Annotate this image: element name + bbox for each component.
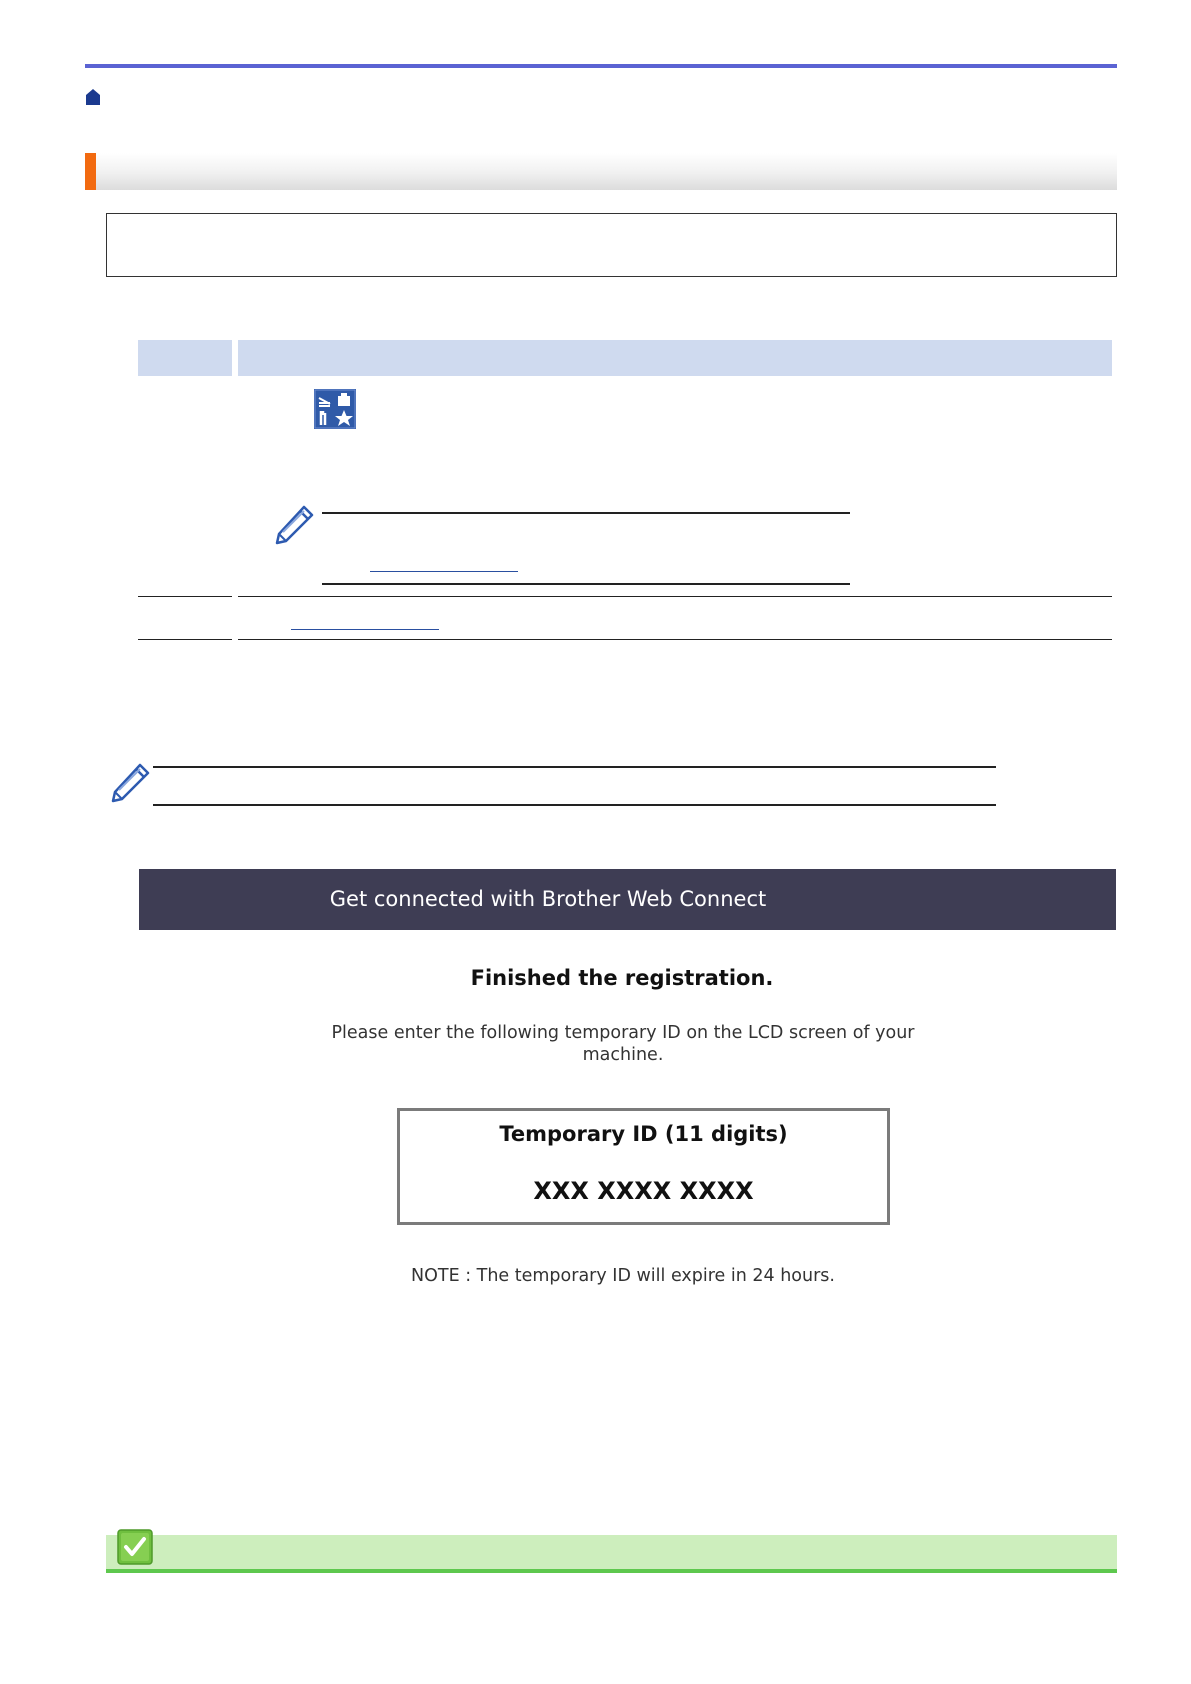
table-row-divider [238,596,1112,597]
note-top-rule [322,512,850,514]
tools-settings-icon [314,389,356,429]
temporary-id-value: XXX XXXX XXXX [533,1177,754,1205]
table-row-divider [138,596,232,597]
table-header-step [138,340,232,376]
temporary-id-expiry-note: NOTE : The temporary ID will expire in 24 hours. [411,1266,835,1286]
temporary-id-label: Temporary ID (11 digits) [499,1122,788,1146]
section-heading-accent [85,153,96,190]
note-link-underline[interactable] [370,571,518,572]
pencil-icon [110,763,150,803]
section-heading-bar [85,153,1117,190]
table-bottom-rule [138,639,232,640]
table-bottom-rule [238,639,1112,640]
checkmark-icon [117,1529,153,1565]
registration-finished-title: Finished the registration. [470,966,774,990]
note-bottom-rule [322,583,850,585]
home-icon[interactable] [85,88,101,106]
top-rule [85,64,1117,68]
note-top-rule [153,766,996,768]
pencil-icon [274,505,314,545]
registration-instruction: Please enter the following temporary ID on the LCD screen of your machine. [331,1023,915,1065]
table-header-description [238,340,1112,376]
web-connect-banner-title: Get connected with Brother Web Connect [329,887,767,911]
table-link-underline[interactable] [291,629,439,630]
note-bottom-rule [153,804,996,806]
related-info-bar [106,1535,1117,1571]
related-info-rule [106,1569,1117,1573]
description-box [106,213,1117,277]
